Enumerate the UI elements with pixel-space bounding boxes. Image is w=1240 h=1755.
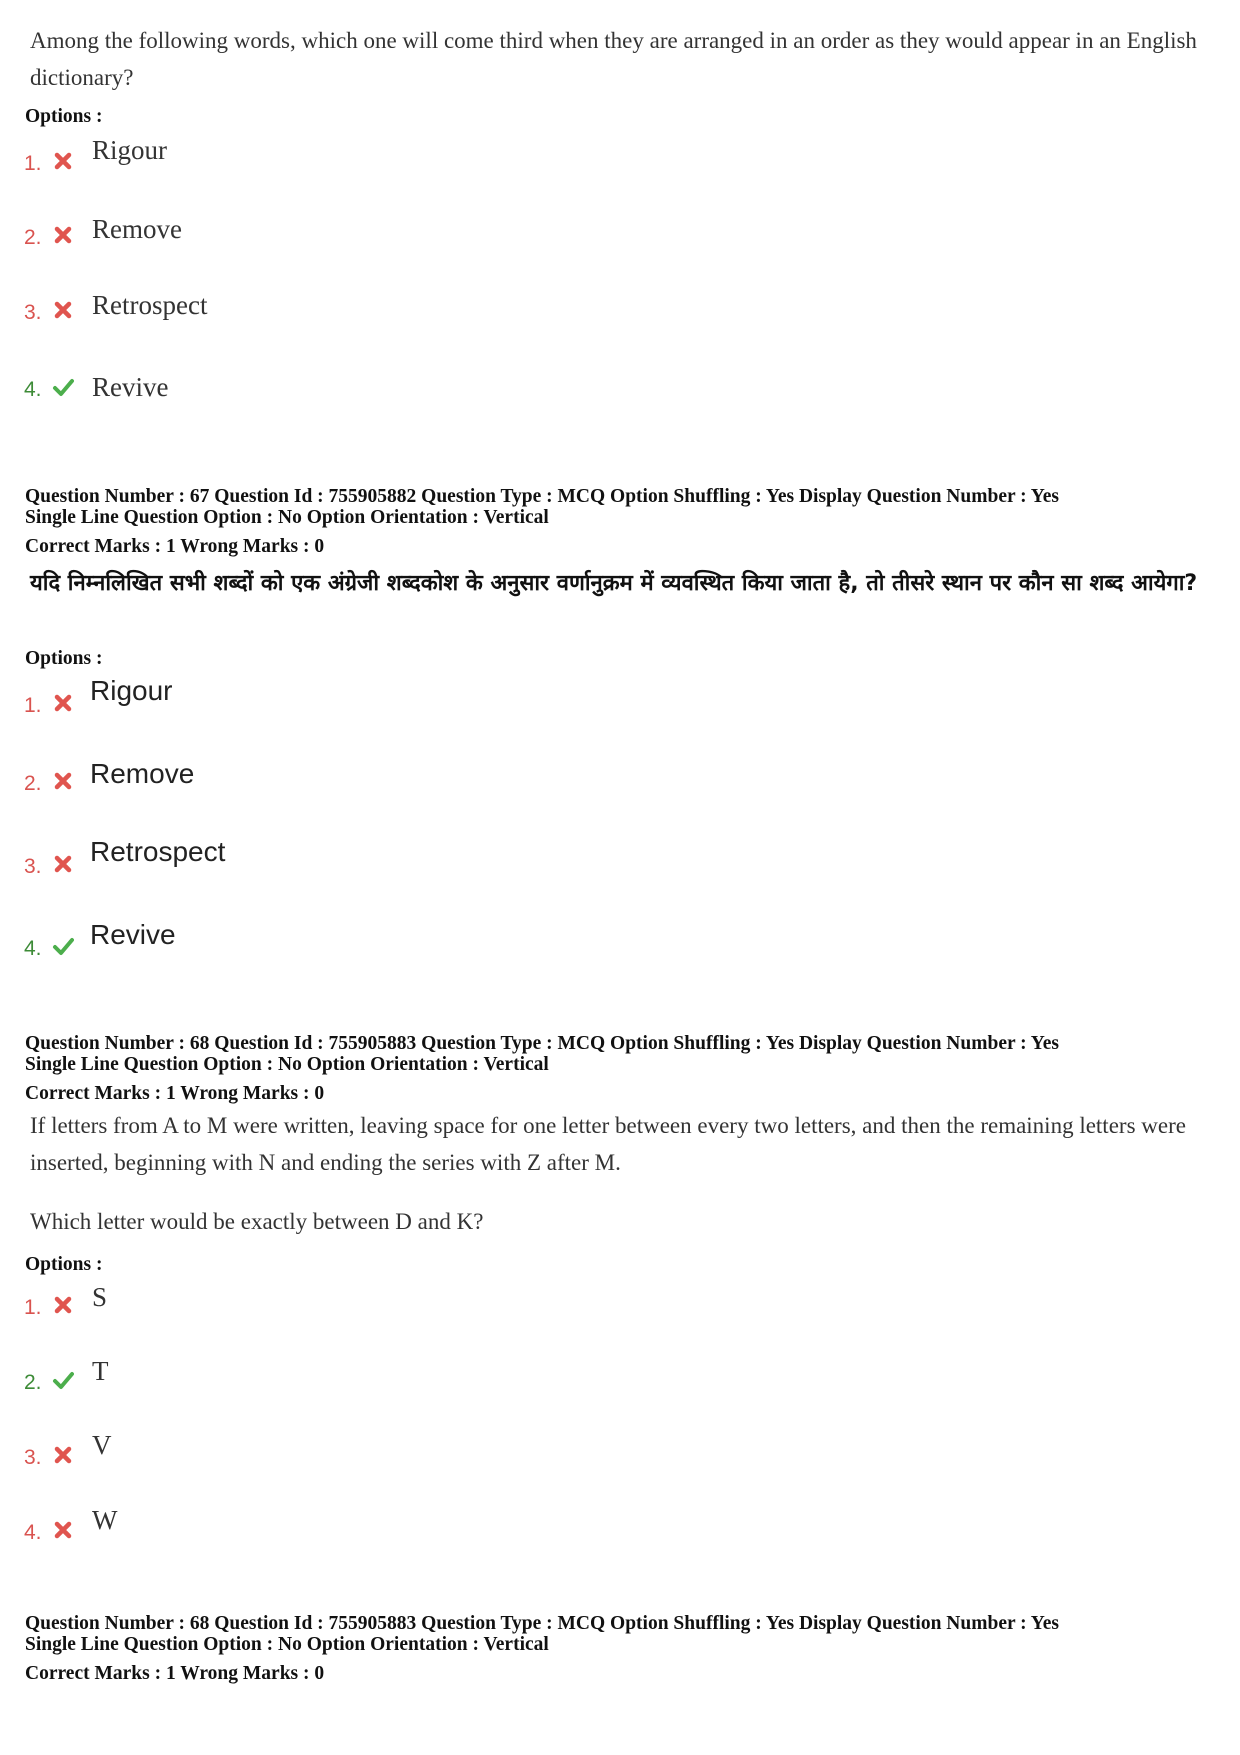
option-number: 4. xyxy=(24,378,42,401)
cross-icon xyxy=(52,224,74,246)
question-meta-line: Single Line Question Option : No Option Orientation : Vertical xyxy=(25,507,549,528)
option-number: 3. xyxy=(24,301,42,324)
option-text: Rigour xyxy=(90,675,173,706)
question-text: Which letter would be exactly between D and K? xyxy=(30,1209,484,1234)
option-text: Retrospect xyxy=(92,290,208,320)
checkmark-icon xyxy=(52,1369,74,1391)
option-text: Rigour xyxy=(92,135,168,165)
question-meta-line: Question Number : 67 Question Id : 755905882 Question Type : MCQ Option Shuffling : Yes Display Question Number : Yes xyxy=(25,486,1059,507)
cross-icon xyxy=(52,853,74,875)
marks-line: Correct Marks : 1 Wrong Marks : 0 xyxy=(25,536,325,557)
marks-line: Correct Marks : 1 Wrong Marks : 0 xyxy=(25,1083,325,1104)
option-text: Remove xyxy=(90,758,195,789)
option-number: 4. xyxy=(24,1521,42,1544)
option-text: S xyxy=(92,1282,108,1312)
question-text: If letters from A to M were written, leaving space for one letter between every two letters, and then the remaining letters were inserted, beginning with N and ending the series with Z after M. xyxy=(30,1113,1186,1175)
option-number: 3. xyxy=(24,855,42,878)
checkmark-icon xyxy=(52,935,74,957)
option-text: Retrospect xyxy=(90,836,226,867)
cross-icon xyxy=(52,770,74,792)
option-number: 1. xyxy=(24,1296,42,1319)
cross-icon xyxy=(52,299,74,321)
option-number: 3. xyxy=(24,1446,42,1469)
option-number: 2. xyxy=(24,1371,42,1394)
question-text: Among the following words, which one will come third when they are arranged in an order as they would appear in an English dictionary? xyxy=(30,28,1197,90)
options-label: Options : xyxy=(25,1254,103,1275)
option-number: 2. xyxy=(24,226,42,249)
cross-icon xyxy=(52,692,74,714)
cross-icon xyxy=(52,150,74,172)
option-number: 1. xyxy=(24,694,42,717)
option-number: 1. xyxy=(24,152,42,175)
question-text: यदि निम्नलिखित सभी शब्दों को एक अंग्रेजी शब्दकोश के अनुसार वर्णानुक्रम में व्यवस्थित किया जाता है, तो तीसरे स्थान पर कौन सा शब्द आयेगा? xyxy=(30,571,1198,596)
option-number: 4. xyxy=(24,937,42,960)
option-text: Revive xyxy=(90,919,176,950)
cross-icon xyxy=(52,1294,74,1316)
option-text: T xyxy=(92,1356,109,1386)
marks-line: Correct Marks : 1 Wrong Marks : 0 xyxy=(25,1663,325,1684)
question-meta-line: Question Number : 68 Question Id : 755905883 Question Type : MCQ Option Shuffling : Yes Display Question Number : Yes xyxy=(25,1613,1059,1634)
option-number: 2. xyxy=(24,772,42,795)
question-meta-line: Single Line Question Option : No Option Orientation : Vertical xyxy=(25,1634,549,1655)
options-label: Options : xyxy=(25,106,103,127)
option-text: V xyxy=(92,1430,112,1460)
options-label: Options : xyxy=(25,648,103,669)
cross-icon xyxy=(52,1444,74,1466)
checkmark-icon xyxy=(52,376,74,398)
cross-icon xyxy=(52,1519,74,1541)
question-meta-line: Single Line Question Option : No Option Orientation : Vertical xyxy=(25,1054,549,1075)
option-text: W xyxy=(92,1505,118,1535)
question-meta-line: Question Number : 68 Question Id : 755905883 Question Type : MCQ Option Shuffling : Yes Display Question Number : Yes xyxy=(25,1033,1059,1054)
option-text: Revive xyxy=(92,372,169,402)
option-text: Remove xyxy=(92,214,182,244)
